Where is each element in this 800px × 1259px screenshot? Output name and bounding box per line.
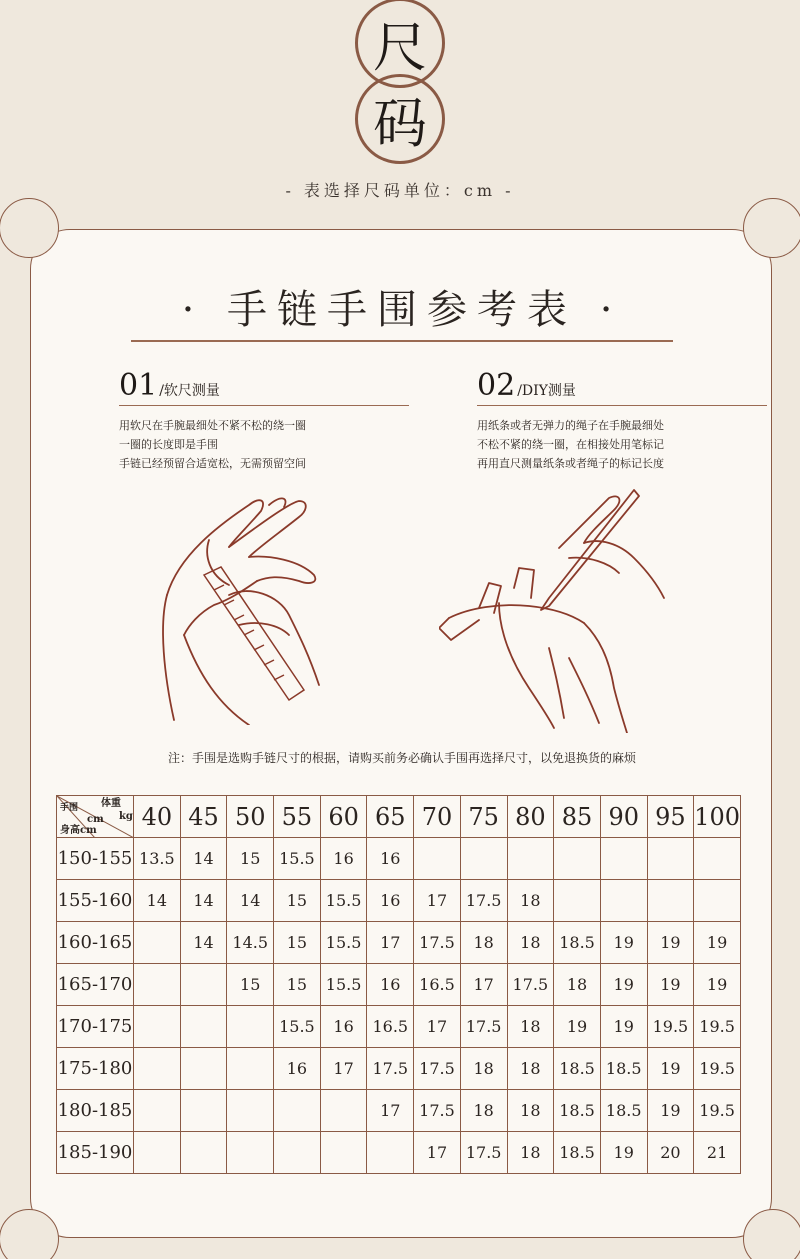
- wrist-size-cell: [274, 1090, 321, 1132]
- wrist-size-cell: [134, 1048, 181, 1090]
- step-diy: [477, 368, 767, 473]
- height-range-cell: 185-190: [57, 1132, 134, 1174]
- wrist-size-cell: [554, 880, 601, 922]
- wrist-size-cell: 18.5: [600, 1090, 647, 1132]
- table-corner-header: [57, 796, 134, 838]
- table-row: [57, 1048, 741, 1090]
- size-note: 注：手围是选购手链尺寸的根据，请购买前务必确认手围再选择尺寸，以免退换货的麻烦: [167, 751, 636, 765]
- wrist-size-cell: 18: [507, 880, 554, 922]
- height-range-cell: 180-185: [57, 1090, 134, 1132]
- wrist-size-cell: [134, 922, 181, 964]
- size-chart-body: [57, 838, 741, 1174]
- table-row: [57, 838, 741, 880]
- height-range-cell: 150-155: [57, 838, 134, 880]
- weight-header-row: [57, 796, 741, 838]
- step-line: 不松不紧的绕一圈，在相接处用笔标记: [477, 438, 664, 451]
- weight-header: 70: [414, 796, 461, 838]
- wrist-size-cell: 17: [414, 1006, 461, 1048]
- wrist-size-cell: 18: [554, 964, 601, 1006]
- wrist-size-cell: 19: [647, 1048, 694, 1090]
- wrist-size-cell: 18: [507, 1132, 554, 1174]
- wrist-size-cell: [554, 838, 601, 880]
- wrist-size-cell: [694, 838, 741, 880]
- size-guide-card: [30, 229, 772, 1238]
- hand-tape-measure-illustration: [149, 485, 339, 725]
- wrist-size-cell: 16: [367, 964, 414, 1006]
- wrist-size-cell: 19: [600, 1006, 647, 1048]
- wrist-size-cell: [320, 1090, 367, 1132]
- wrist-size-cell: 13.5: [134, 838, 181, 880]
- wrist-size-cell: [227, 1132, 274, 1174]
- wrist-size-cell: [460, 838, 507, 880]
- wrist-size-cell: 19.5: [694, 1090, 741, 1132]
- wrist-size-cell: 18.5: [554, 1132, 601, 1174]
- size-chart-table: [56, 795, 741, 1174]
- wrist-size-cell: [647, 838, 694, 880]
- wrist-size-cell: 19: [647, 1090, 694, 1132]
- wrist-size-cell: 17.5: [507, 964, 554, 1006]
- wrist-size-cell: [227, 1090, 274, 1132]
- wrist-size-cell: 14.5: [227, 922, 274, 964]
- wrist-size-cell: 15: [274, 964, 321, 1006]
- wrist-unit: cm: [87, 814, 104, 825]
- wrist-size-cell: 19: [600, 922, 647, 964]
- table-row: [57, 1132, 741, 1174]
- unit-subtitle: - 表选择尺码单位：cm -: [285, 181, 515, 200]
- wrist-size-cell: 20: [647, 1132, 694, 1174]
- wrist-size-cell: 18.5: [600, 1048, 647, 1090]
- hand-paper-strip-illustration: [439, 488, 669, 733]
- step-number: 01: [119, 368, 158, 403]
- wrist-size-cell: [180, 1006, 227, 1048]
- table-row: [57, 880, 741, 922]
- weight-header: 65: [367, 796, 414, 838]
- step-line: 手链已经预留合适宽松，无需预留空间: [119, 457, 306, 470]
- wrist-size-cell: 15.5: [320, 922, 367, 964]
- wrist-size-cell: 19: [647, 964, 694, 1006]
- wrist-size-cell: [274, 1132, 321, 1174]
- wrist-size-cell: 19: [600, 1132, 647, 1174]
- wrist-size-cell: 19.5: [694, 1048, 741, 1090]
- weight-header: 100: [694, 796, 741, 838]
- height-range-cell: 160-165: [57, 922, 134, 964]
- wrist-size-cell: 18: [460, 922, 507, 964]
- wrist-size-cell: 17.5: [414, 922, 461, 964]
- wrist-size-cell: [507, 838, 554, 880]
- wrist-size-cell: 17: [367, 922, 414, 964]
- wrist-size-cell: 16.5: [414, 964, 461, 1006]
- wrist-size-cell: 14: [180, 880, 227, 922]
- wrist-size-cell: 18.5: [554, 1090, 601, 1132]
- step-number: 02: [477, 368, 516, 403]
- wrist-size-cell: 18.5: [554, 922, 601, 964]
- wrist-size-cell: 18: [460, 1048, 507, 1090]
- wrist-size-cell: 15.5: [274, 1006, 321, 1048]
- weight-header: 40: [134, 796, 181, 838]
- wrist-size-cell: 17: [367, 1090, 414, 1132]
- height-range-cell: 165-170: [57, 964, 134, 1006]
- wrist-size-cell: [414, 838, 461, 880]
- wrist-size-cell: [134, 1132, 181, 1174]
- wrist-size-cell: [647, 880, 694, 922]
- wrist-size-cell: 17: [414, 1132, 461, 1174]
- wrist-size-cell: [180, 1048, 227, 1090]
- wrist-axis-label: 手围: [60, 803, 79, 813]
- wrist-size-cell: 14: [180, 838, 227, 880]
- wrist-size-cell: 16: [320, 1006, 367, 1048]
- wrist-size-cell: 19.5: [647, 1006, 694, 1048]
- wrist-size-cell: [367, 1132, 414, 1174]
- wrist-size-cell: 19: [554, 1006, 601, 1048]
- step-soft-ruler: [119, 368, 409, 473]
- wrist-size-cell: 16.5: [367, 1006, 414, 1048]
- weight-header: 75: [460, 796, 507, 838]
- wrist-size-cell: [227, 1006, 274, 1048]
- title-divider: [131, 340, 673, 342]
- wrist-size-cell: 16: [274, 1048, 321, 1090]
- wrist-size-cell: [600, 880, 647, 922]
- wrist-size-cell: [180, 964, 227, 1006]
- wrist-size-cell: 18: [507, 1048, 554, 1090]
- step-line: 用软尺在手腕最细处不紧不松的绕一圈: [119, 419, 306, 432]
- weight-header: 45: [180, 796, 227, 838]
- wrist-size-cell: 17: [460, 964, 507, 1006]
- wrist-size-cell: [180, 1090, 227, 1132]
- wrist-size-cell: 17.5: [460, 1006, 507, 1048]
- title-char-ma: 码: [355, 74, 445, 164]
- height-range-cell: 175-180: [57, 1048, 134, 1090]
- wrist-size-cell: 17.5: [367, 1048, 414, 1090]
- step-line: 一圈的长度即是手围: [119, 438, 218, 451]
- wrist-size-cell: [134, 1090, 181, 1132]
- weight-header: 80: [507, 796, 554, 838]
- wrist-size-cell: 15.5: [274, 838, 321, 880]
- weight-header: 55: [274, 796, 321, 838]
- table-row: [57, 964, 741, 1006]
- wrist-size-cell: 17.5: [460, 880, 507, 922]
- wrist-size-cell: [694, 880, 741, 922]
- title-char-chi: 尺: [355, 0, 445, 88]
- weight-header: 60: [320, 796, 367, 838]
- wrist-size-cell: 17.5: [460, 1132, 507, 1174]
- wrist-size-cell: 15.5: [320, 964, 367, 1006]
- wrist-size-cell: 16: [367, 880, 414, 922]
- wrist-size-cell: 16: [320, 838, 367, 880]
- table-row: [57, 1006, 741, 1048]
- weight-header: 95: [647, 796, 694, 838]
- weight-header: 85: [554, 796, 601, 838]
- wrist-size-cell: 19: [694, 922, 741, 964]
- wrist-size-cell: 16: [367, 838, 414, 880]
- step-line: 再用直尺测量纸条或者绳子的标记长度: [477, 457, 664, 470]
- wrist-size-cell: 18: [460, 1090, 507, 1132]
- step-line: 用纸条或者无弹力的绳子在手腕最细处: [477, 419, 664, 432]
- wrist-size-cell: [600, 838, 647, 880]
- wrist-size-cell: 17: [414, 880, 461, 922]
- wrist-size-cell: [134, 964, 181, 1006]
- wrist-size-cell: 21: [694, 1132, 741, 1174]
- height-axis-label: 身高cm: [60, 825, 97, 836]
- wrist-size-cell: 15: [227, 838, 274, 880]
- wrist-size-cell: 15.5: [320, 880, 367, 922]
- weight-unit: kg: [119, 811, 133, 822]
- step-label: /DIY测量: [517, 383, 576, 399]
- wrist-size-cell: [320, 1132, 367, 1174]
- wrist-size-cell: [134, 1006, 181, 1048]
- weight-header: 90: [600, 796, 647, 838]
- wrist-size-cell: 18.5: [554, 1048, 601, 1090]
- wrist-size-cell: 19: [694, 964, 741, 1006]
- wrist-size-cell: 18: [507, 1090, 554, 1132]
- wrist-size-cell: 14: [180, 922, 227, 964]
- height-range-cell: 170-175: [57, 1006, 134, 1048]
- wrist-size-cell: 19: [600, 964, 647, 1006]
- wrist-size-cell: 18: [507, 1006, 554, 1048]
- table-row: [57, 922, 741, 964]
- height-range-cell: 155-160: [57, 880, 134, 922]
- weight-header: 50: [227, 796, 274, 838]
- table-row: [57, 1090, 741, 1132]
- wrist-size-cell: 14: [134, 880, 181, 922]
- wrist-size-cell: 17: [320, 1048, 367, 1090]
- wrist-size-cell: 14: [227, 880, 274, 922]
- wrist-size-cell: 19: [647, 922, 694, 964]
- wrist-size-cell: 15: [274, 922, 321, 964]
- wrist-size-cell: [227, 1048, 274, 1090]
- wrist-size-cell: 18: [507, 922, 554, 964]
- wrist-size-cell: 15: [227, 964, 274, 1006]
- card-title: · 手链手围参考表 ·: [181, 287, 623, 333]
- title-badge: [340, 0, 460, 170]
- step-label: /软尺测量: [159, 383, 220, 399]
- weight-axis-label: 体重: [101, 798, 121, 809]
- wrist-size-cell: 15: [274, 880, 321, 922]
- wrist-size-cell: [180, 1132, 227, 1174]
- wrist-size-cell: 19.5: [694, 1006, 741, 1048]
- wrist-size-cell: 17.5: [414, 1090, 461, 1132]
- wrist-size-cell: 17.5: [414, 1048, 461, 1090]
